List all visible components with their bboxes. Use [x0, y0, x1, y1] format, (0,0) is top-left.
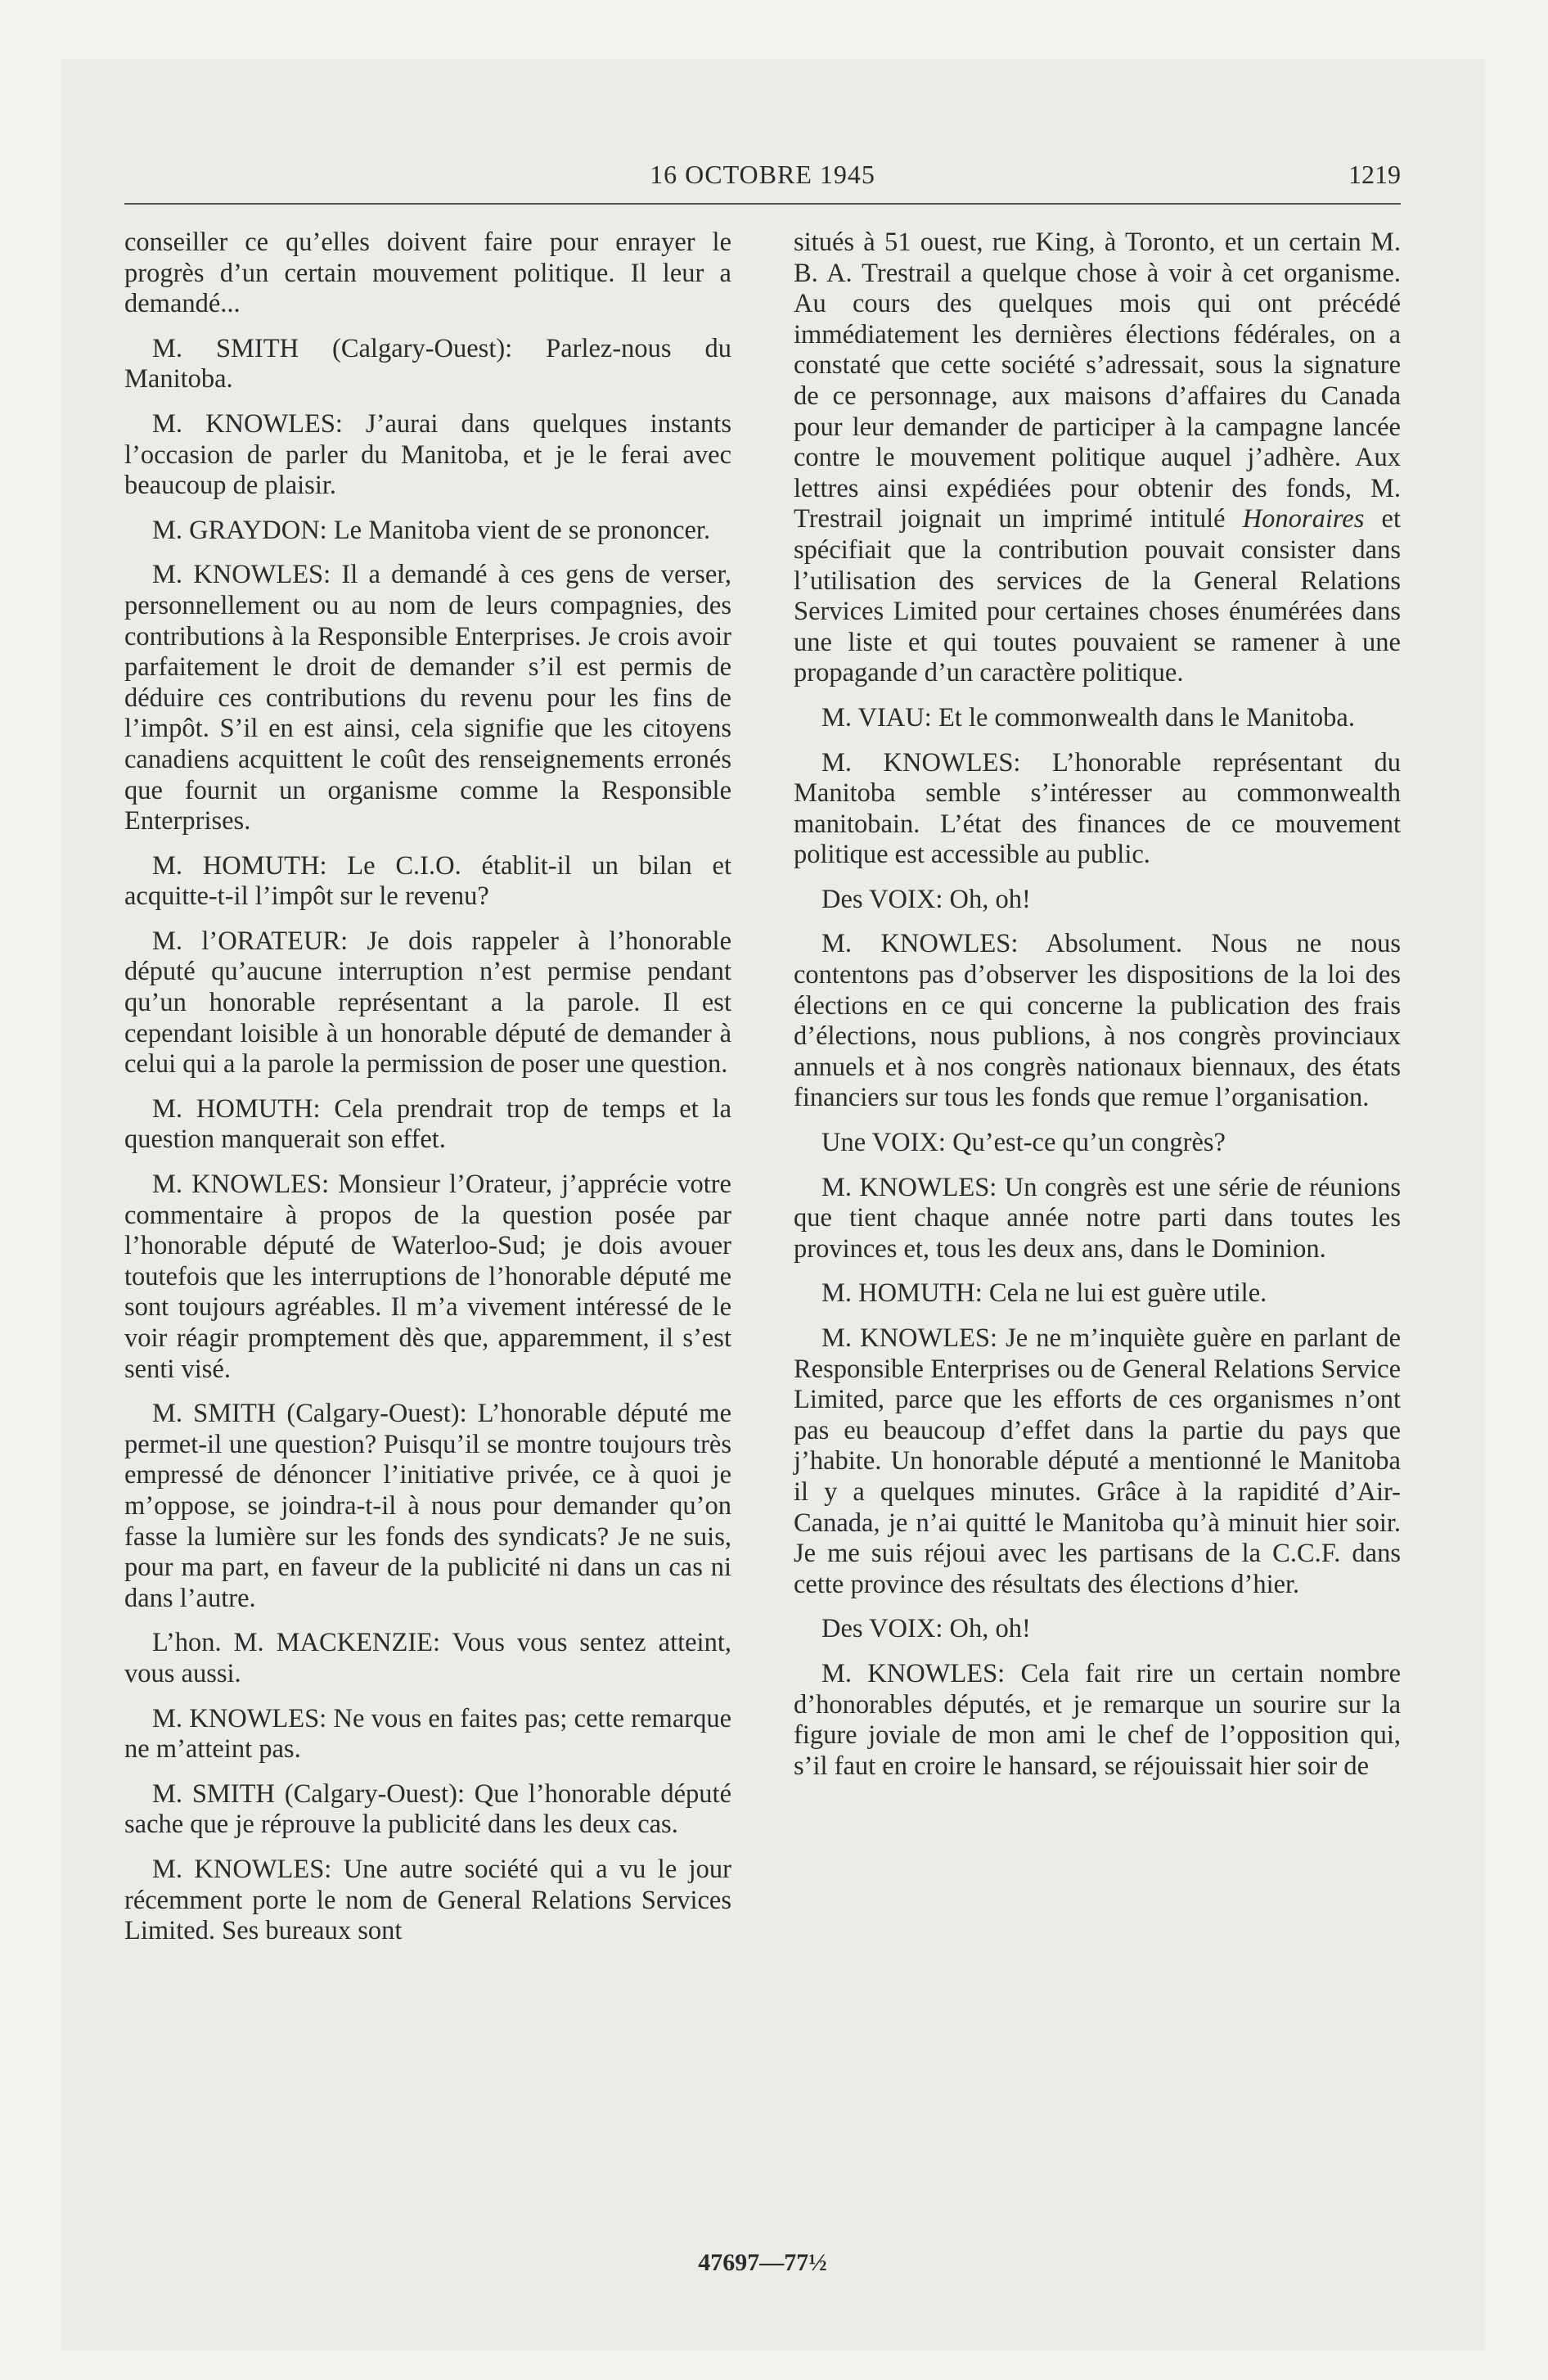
paragraph: M. KNOWLES: Absolument. Nous ne nous contentons pas d’observer les dispositions de la loi des élections en ce qui concerne la publication des frais d’élections, nous publions, à nos congrès provinciaux annuels et à nos congrès nationaux biennaux, des états financiers sur tous les fonds que remue l’organisation. — [794, 929, 1401, 1113]
document-title-italic: Honoraires — [1242, 504, 1365, 534]
paragraph: Des VOIX: Oh, oh! — [821, 884, 1031, 914]
paragraph — [794, 228, 1401, 689]
paragraph: M. KNOWLES: Cela fait rire un certain nombre d’honorables députés, et je remarque un sourire sur la figure joviale de mon ami le chef de l’opposition qui, s’il faut en croire le hansard, se réjouissait hier soir de — [794, 1658, 1401, 1781]
paragraph: M. HOMUTH: Cela prendrait trop de temps et la question manquerait son effet. — [124, 1093, 731, 1155]
paragraph: M. KNOWLES: Il a demandé à ces gens de verser, personnellement ou au nom de leurs compagnies, des contributions à la Responsible Enterprises. Je crois avoir parfaitement le droit de demander s’il est permis de déduire ces contributions du revenu pour les fins de l’impôt. S’il en est ainsi, cela signifie que les citoyens canadiens acquittent le coût des renseignements erronés que fournit un organisme comme la Responsible Enterprises. — [124, 560, 731, 836]
paragraph: M. KNOWLES: Monsieur l’Orateur, j’apprécie votre commentaire à propos de la question posée par l’honorable député de Waterloo-Sud; je dois avouer toutefois que les interruptions de l’honorable député me sont toujours agréables. Il m’a vivement intéressé de le voir réagir promptement dès que, apparemment, il s’est senti visé. — [124, 1170, 731, 1384]
paragraph: M. l’ORATEUR: Je dois rappeler à l’honorable député qu’aucune interruption n’est permise pendant qu’un honorable représentant a la parole. Il est cependant loisible à un honorable député de demander à celui qui a la parole la permission de poser une question. — [124, 926, 731, 1080]
paragraph-text: et spécifiait que la contribution pouvait consister dans l’utilisation des services de la General Relations Services Limited pour certaines choses énumérées dans une liste et qui toutes pouvaient se ramener à une propagande d’un caractère politique. — [794, 504, 1401, 688]
page-header — [124, 160, 1401, 209]
paragraph: M. KNOWLES: L’honorable représentant du Manitoba semble s’intéresser au commonwealth manitobain. L’état des finances de ce mouvement politique est accessible au public. — [794, 747, 1401, 870]
paragraph: M. HOMUTH: Cela ne lui est guère utile. — [821, 1278, 1267, 1309]
header-date: 16 OCTOBRE 1945 — [650, 160, 875, 189]
paragraph: conseiller ce qu’elles doivent faire pour enrayer le progrès d’un certain mouvement politique. Il leur a demandé... — [124, 228, 731, 319]
paragraph: Des VOIX: Oh, oh! — [821, 1614, 1031, 1644]
paragraph: Une VOIX: Qu’est-ce qu’un congrès? — [821, 1128, 1226, 1158]
paragraph: M. KNOWLES: Un congrès est une série de réunions que tient chaque année notre parti dans toutes les provinces et, tous les deux ans, dans le Dominion. — [794, 1172, 1401, 1264]
paragraph: M. HOMUTH: Le C.I.O. établit-il un bilan et acquitte-t-il l’impôt sur le revenu? — [124, 850, 731, 912]
paragraph: M. KNOWLES: Je ne m’inquiète guère en parlant de Responsible Enterprises ou de General Relations Service Limited, parce que les efforts de ces organismes n’ont pas eu beaucoup d’effet dans la partie du pays que j’habite. Un honorable député a mentionné le Manitoba il y a quelques minutes. Grâce à la rapidité d’Air-Canada, je n’ai quitté le Manitoba qu’à minuit hier soir. Je me suis réjoui avec les partisans de la C.C.F. dans cette province des résultats des élections d’hier. — [794, 1323, 1401, 1599]
paragraph: M. SMITH (Calgary-Ouest): Que l’honorable député sache que je réprouve la publicité dans les deux cas. — [124, 1778, 731, 1840]
footer-signature: 47697—77½ — [698, 2249, 827, 2276]
paragraph: M. KNOWLES: J’aurai dans quelques instants l’occasion de parler du Manitoba, et je le ferai avec beaucoup de plaisir. — [124, 408, 731, 501]
paragraph: M. KNOWLES: Ne vous en faites pas; cette remarque ne m’atteint pas. — [124, 1703, 731, 1765]
paragraph: M. GRAYDON: Le Manitoba vient de se prononcer. — [152, 515, 711, 545]
paragraph: M. KNOWLES: Une autre société qui a vu le jour récemment porte le nom de General Relations Services Limited. Ses bureaux sont — [124, 1854, 731, 1946]
paragraph: M. SMITH (Calgary-Ouest): L’honorable député me permet-il une question? Puisqu’il se montre toujours très empressé de dénoncer l’initiative privée, ce à quoi je m’oppose, se joindra-t-il à nous pour demander qu’on fasse la lumière sur les fonds des syndicats? Je ne suis, pour ma part, en faveur de la publicité ni dans un cas ni dans l’autre. — [124, 1399, 731, 1613]
paragraph-text: situés à 51 ouest, rue King, à Toronto, et un certain M. B. A. Trestrail a quelque chose à voir à cet organisme. Au cours des quelques mois qui ont précédé immédiatement les dernières élections fédérales, on a constaté que cette société s’adressait, sous la signature de ce personnage, aux maisons d’affaires du Canada pour leur demander de participer à la campagne lancée contre le mouvement politique auquel j’adhère. Aux lettres ainsi expédiées pour obtenir des fonds, M. Trestrail joignait un imprimé intitulé — [794, 228, 1401, 534]
paragraph: L’hon. M. MACKENZIE: Vous vous sentez atteint, vous aussi. — [124, 1628, 731, 1688]
document-page — [124, 0, 1401, 2380]
left-column — [124, 228, 731, 1961]
paragraph: M. VIAU: Et le commonwealth dans le Manitoba. — [821, 702, 1355, 732]
paragraph: M. SMITH (Calgary-Ouest): Parlez-nous du Manitoba. — [124, 333, 731, 394]
page-number: 1219 — [1348, 160, 1401, 189]
right-column — [794, 228, 1401, 1796]
header-rule — [124, 203, 1401, 205]
